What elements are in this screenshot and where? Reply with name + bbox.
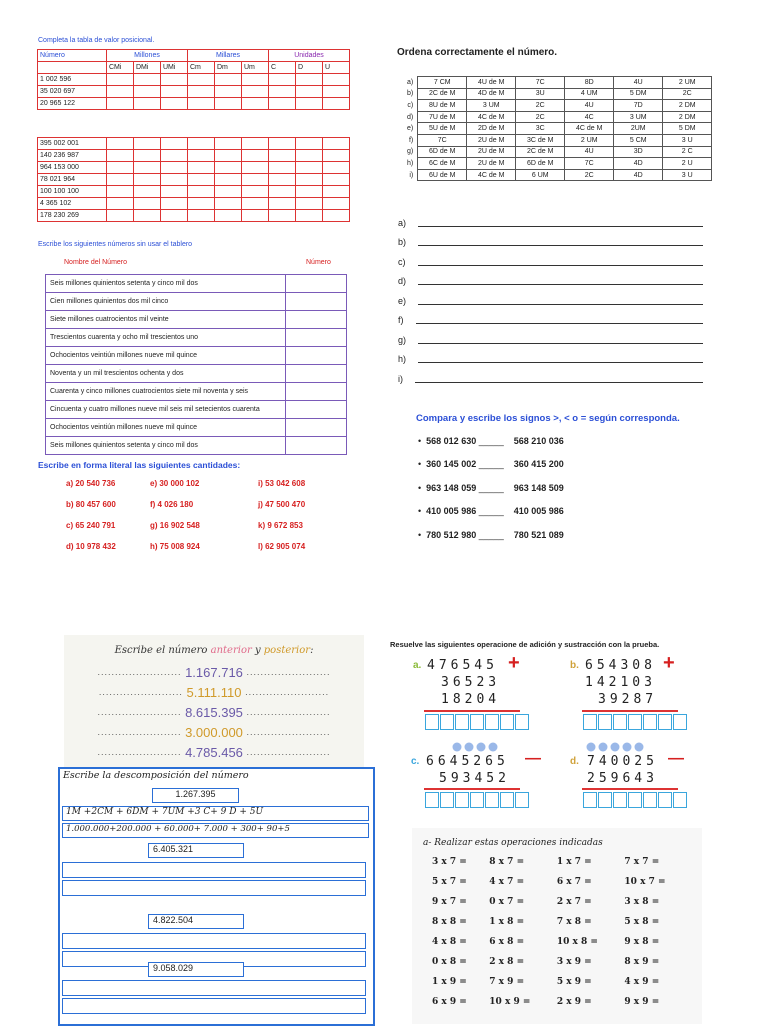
list-item: e) 30 000 102 (150, 479, 200, 488)
decomposition-title: Escribe la descomposición del número (63, 770, 249, 781)
decomp-answer[interactable] (62, 998, 366, 1014)
op-d-row2: 259643 (587, 771, 658, 786)
list-item: j) 47 500 470 (258, 500, 306, 509)
mult-title: a- Realizar estas operaciones indicadas (423, 838, 603, 848)
mult-table (432, 852, 692, 1012)
answer-cells-d[interactable] (583, 792, 688, 808)
op-a-row3: 18204 (441, 692, 501, 707)
table-row: 964 153 000 (38, 162, 350, 174)
table-row: Ochocientos veintiún millones nueve mil quince (46, 347, 347, 365)
list-item: • 360 145 002 _____ 360 415 200 (418, 459, 564, 470)
order-table (405, 76, 712, 181)
compare-list (418, 429, 718, 547)
names-table (45, 274, 347, 455)
list-item: ........................ 1.167.716 ........................ (97, 664, 331, 680)
answer-line[interactable]: e) (398, 291, 703, 311)
place-value-table-2 (37, 137, 350, 222)
group-millones: Millones (107, 50, 188, 62)
plus-icon: + (663, 652, 675, 674)
op-a-row1: 476545 (427, 658, 498, 673)
table-row: 395 002 001 (38, 138, 350, 150)
op-b-row2: 142103 (585, 675, 656, 690)
answer-line[interactable]: a) (398, 213, 703, 233)
list-item: l) 62 905 074 (258, 542, 306, 551)
literal-title: Escribe en forma literal las siguientes cantidades: (38, 460, 241, 470)
table-row: 3 x 7 = 8 x 7 = 1 x 7 = 7 x 7 = (432, 857, 660, 867)
list-item: k) 9 672 853 (258, 521, 303, 530)
list-item: ........................ 4.785.456 ........................ (97, 744, 331, 760)
op-b-row1: 654308 (585, 658, 656, 673)
answer-cells-c[interactable] (425, 792, 530, 808)
decomp-number-1: 1.267.395 (152, 788, 239, 803)
answer-line[interactable]: f) (398, 311, 703, 331)
decomp-answer[interactable] (62, 880, 366, 896)
table-row: i) 6U de M 4C de M 6 UM 2C 4D 3 U (405, 169, 712, 181)
table-row: b) 2C de M 4D de M 3U 4 UM 5 DM 2C (405, 88, 712, 100)
group-millares: Millares (188, 50, 269, 62)
decomp-answer[interactable] (62, 862, 366, 878)
table-row: a) 7 CM 4U de M 7C 8D 4U 2 UM (405, 77, 712, 89)
group-unidades: Unidades (269, 50, 350, 62)
table-row: 1 002 596 (38, 74, 350, 86)
decomp-number-2: 6.405.321 (148, 843, 244, 858)
table-row: e) 5U de M 2D de M 3C 4C de M 2UM 5 DM (405, 123, 712, 135)
list-item: • 780 512 980 _____ 780 521 089 (418, 529, 564, 540)
table-row: 100 100 100 (38, 186, 350, 198)
list-item: • 963 148 059 _____ 963 148 509 (418, 482, 564, 493)
order-title: Ordena correctamente el número. (397, 47, 558, 58)
names-col-left: Nombre del Número (64, 259, 128, 266)
op-a-label: a. (413, 660, 422, 671)
table-row: 8 x 8 = 1 x 8 = 7 x 8 = 5 x 8 = (432, 917, 660, 927)
decomp-number-4: 9.058.029 (148, 962, 244, 977)
place-value-title: Completa la tabla de valor posicional. (38, 37, 155, 44)
table-row: h) 6C de M 2U de M 6D de M 7C 4D 2 U (405, 158, 712, 170)
names-title: Escribe los siguientes números sin usar el tablero (38, 241, 193, 248)
ante-post-title: Escribe el número anterior y posterior: (114, 645, 314, 656)
sub-header: Dm (215, 62, 242, 74)
list-item: ........................ 5.111.110 ........................ (98, 684, 330, 700)
table-row: 1 x 9 = 7 x 9 = 5 x 9 = 4 x 9 = (432, 977, 660, 987)
table-row: f) 7C 2U de M 3C de M 2 UM 5 CM 3 U (405, 134, 712, 146)
list-item: ........................ 3.000.000 ........................ (97, 724, 331, 740)
col-numero: Número (38, 50, 107, 62)
op-b-label: b. (570, 660, 579, 671)
sub-header: Cm (188, 62, 215, 74)
table-row: Seis millones quinientos setenta y cinco mil dos (46, 275, 347, 293)
answer-line[interactable]: c) (398, 252, 703, 272)
table-row: 178 230 269 (38, 210, 350, 222)
table-row: 140 236 987 (38, 150, 350, 162)
list-item: g) 16 902 548 (150, 521, 200, 530)
decomp-line-1[interactable]: 1M +2CM + 6DM + 7UM +3 C+ 9 D + 5U (62, 806, 369, 821)
table-row: 20 965 122 (38, 98, 350, 110)
sub-header: D (296, 62, 323, 74)
op-c-row2: 593452 (439, 771, 510, 786)
decomp-line-2[interactable]: 1.000.000+200.000 + 60.000+ 7.000 + 300+ 90+5 (62, 823, 369, 838)
list-item: d) 10 978 432 (66, 542, 116, 551)
answer-lines (398, 213, 703, 389)
table-row: c) 8U de M 3 UM 2C 4U 7D 2 DM (405, 100, 712, 112)
names-col-right: Número (306, 259, 331, 266)
table-row: Cien millones quinientos dos mil cinco (46, 293, 347, 311)
sub-header: CMi (107, 62, 134, 74)
arith-title: Resuelve las siguientes operacione de adición y sustracción con la prueba. (390, 640, 660, 649)
ante-post-panel (64, 635, 364, 767)
place-value-table (37, 49, 350, 110)
answer-line[interactable]: b) (398, 233, 703, 253)
table-row: 5 x 7 = 4 x 7 = 6 x 7 = 10 x 7 = (432, 877, 666, 887)
decomp-number-3: 4.822.504 (148, 914, 244, 929)
compare-title: Compara y escribe los signos >, < o = según corresponda. (416, 413, 680, 424)
op-d-label: d. (570, 756, 579, 767)
table-row: 35 020 697 (38, 86, 350, 98)
minus-icon: — (668, 750, 684, 767)
table-row: Ochocientos veintiún millones nueve mil quince (46, 419, 347, 437)
op-c-label: c. (411, 756, 420, 767)
answer-cells-b[interactable] (583, 714, 688, 730)
sub-header: UMi (161, 62, 188, 74)
table-row: 0 x 8 = 2 x 8 = 3 x 9 = 8 x 9 = (432, 957, 660, 967)
answer-line[interactable]: i) (398, 369, 703, 389)
table-row: d) 7U de M 4C de M 2C 4C 3 UM 2 DM (405, 111, 712, 123)
list-item: h) 75 008 924 (150, 542, 200, 551)
table-row: Siete millones cuatrocientos mil veinte (46, 311, 347, 329)
table-row: 9 x 7 = 0 x 7 = 2 x 7 = 3 x 8 = (432, 897, 660, 907)
list-item: c) 65 240 791 (66, 521, 116, 530)
table-row: 4 365 102 (38, 198, 350, 210)
table-row: 4 x 8 = 6 x 8 = 10 x 8 = 9 x 8 = (432, 937, 660, 947)
table-row: 6 x 9 = 10 x 9 = 2 x 9 = 9 x 9 = (432, 997, 660, 1007)
table-row: Trescientos cuarenta y ocho mil trescientos uno (46, 329, 347, 347)
op-c-row1: 6645265 (426, 754, 509, 769)
plus-icon: + (508, 652, 520, 674)
answer-cells-a[interactable] (425, 714, 530, 730)
list-item: a) 20 540 736 (66, 479, 116, 488)
op-d-row1: 740025 (587, 754, 658, 769)
list-item: • 410 005 986 _____ 410 005 986 (418, 506, 564, 517)
table-row: g) 6D de M 2U de M 2C de M 4U 3D 2 C (405, 146, 712, 158)
op-a-row2: 36523 (441, 675, 501, 690)
table-row: Cincuenta y cuatro millones nueve mil seis mil setecientos cuarenta (46, 401, 347, 419)
sub-header: DMi (134, 62, 161, 74)
decomp-answer[interactable] (62, 980, 366, 996)
table-row: 78 021 964 (38, 174, 350, 186)
table-row: Seis millones quinientos setenta y cinco mil dos (46, 437, 347, 455)
list-item: b) 80 457 600 (66, 500, 116, 509)
answer-line[interactable]: h) (398, 350, 703, 370)
list-item: i) 53 042 608 (258, 479, 306, 488)
sub-header: U (323, 62, 350, 74)
answer-line[interactable]: d) (398, 272, 703, 292)
table-row: Cuarenta y cinco millones cuatrocientos siete mil noventa y seis (46, 383, 347, 401)
list-item: ........................ 8.615.395 ........................ (97, 704, 331, 720)
list-item: • 568 012 630 _____ 568 210 036 (418, 435, 564, 446)
sub-header: C (269, 62, 296, 74)
answer-line[interactable]: g) (398, 330, 703, 350)
table-row: Noventa y un mil trescientos ochenta y dos (46, 365, 347, 383)
list-item: f) 4 026 180 (150, 500, 194, 509)
minus-icon: — (525, 750, 541, 767)
op-b-row3: 39287 (598, 692, 658, 707)
decomp-answer[interactable] (62, 933, 366, 949)
sub-header: Um (242, 62, 269, 74)
